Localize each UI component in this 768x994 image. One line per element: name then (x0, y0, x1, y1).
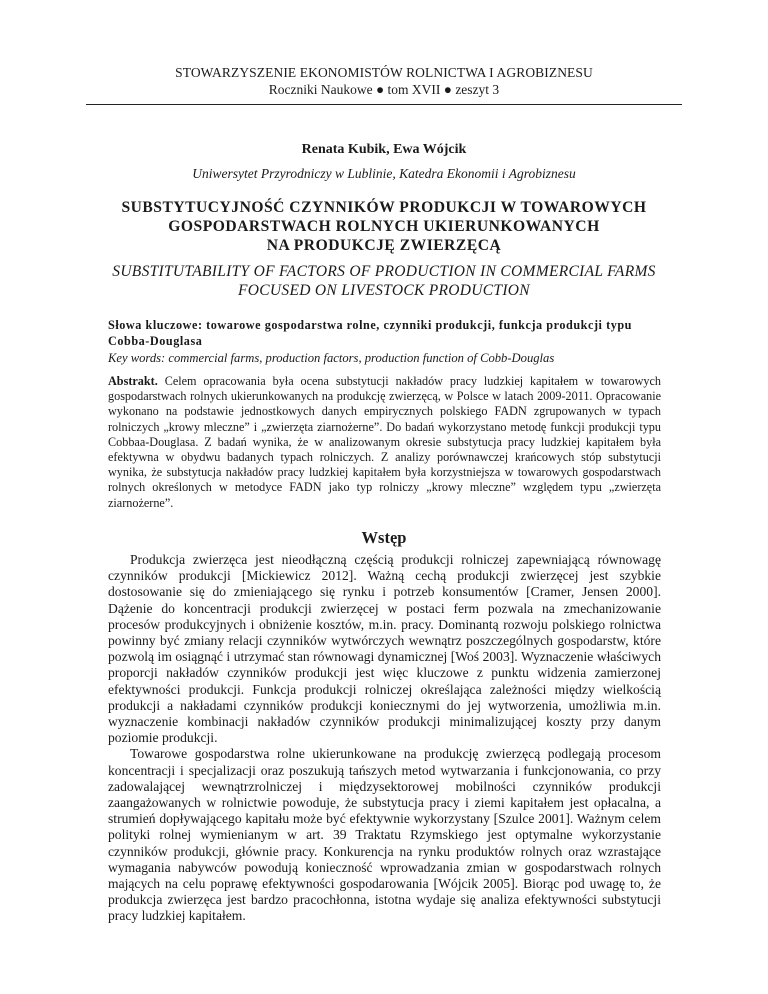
keywords-polish: Słowa kluczowe: towarowe gospodarstwa rolne, czynniki produkcji, funkcja produkcji typu Cobba-Douglasa (108, 318, 632, 348)
organization-name: STOWARZYSZENIE EKONOMISTÓW ROLNICTWA I AGROBIZNESU (175, 65, 593, 80)
title-english (100, 262, 668, 300)
abstract-label: Abstrakt. (108, 374, 158, 388)
header-rule (86, 104, 682, 105)
title-polish (100, 198, 668, 255)
authors: Renata Kubik, Ewa Wójcik (301, 142, 467, 157)
journal-header (86, 64, 682, 105)
abstract (108, 374, 661, 511)
section-body (108, 552, 661, 925)
paragraph: Towarowe gospodarstwa rolne ukierunkowane na produkcję zwierzęcą podlegają procesom koncentracji i specjalizacji oraz poszukują tańszych metod wytwarzania i funkcjonowania, co przy zadowalającej wewnątrzrolniczej i międzysektorowej mobilności czynników produkcji zaangażowanych w rolnictwie powoduje, że substytucja pracy i ziemi kapitałem jest opłacalna, a strumień dopływającego kapitału może być efektywnie wykorzystany [Szulce 2001]. Ważnym celem polityki rolnej wymienianym w art. 39 Traktatu Rzymskiego jest optymalne wykorzystanie czynników produkcji, głównie pracy. Konkurencja na rynku produktów rolnych oraz wzrastające wymagania nabywców powodują konieczność wprowadzania zmian w gospodarstwach rolnych mających na celu poprawę efektywności gospodarowania [Wójcik 2005]. Biorąc pod uwagę to, że produkcja zwierzęca jest bardzo pracochłonna, istotna wydaje się analiza efektywności substytucji pracy ludzkiej kapitałem. (108, 746, 661, 924)
title-english-line: SUBSTITUTABILITY OF FACTORS OF PRODUCTION IN COMMERCIAL FARMS (112, 263, 656, 280)
title-polish-line: GOSPODARSTWACH ROLNYCH UKIERUNKOWANYCH (168, 218, 600, 235)
affiliation: Uniwersytet Przyrodniczy w Lublinie, Katedra Ekonomii i Agrobiznesu (192, 166, 576, 181)
title-polish-line: NA PRODUKCJĘ ZWIERZĘCĄ (266, 237, 502, 254)
abstract-text: Celem opracowania była ocena substytucji nakładów pracy ludzkiej kapitałem w towarowych gospodarstwach rolnych ukierunkowanych na produkcję zwierzęcą, w Polsce w latach 2009-2011. Opracowanie wykonano na podstawie jednostkowych danych empirycznych polskiego FADN zgrupowanych w typach rolniczych „krowy mleczne” i „zwierzęta ziarnożerne”. Do badań wykorzystano metodę funkcji produkcji typu Cobbaa-Douglasa. Z badań wynika, że w analizowanym okresie substytucja pracy ludzkiej kapitałem była efektywna w obydwu badanych typach rolniczych. Z analizy porównawczej krańcowych stóp substytucji wynika, że substytucja nakładów pracy ludzkiej kapitałem była korzystniejsza w towarowych gospodarstwach rolnych określonych w metodyce FADN jako typ rolniczy „krowy mleczne” względem typu „zwierzęta ziarnożerne”. (108, 374, 661, 510)
keywords-english: Key words: commercial farms, production factors, production function of Cobb-Douglas (108, 351, 555, 365)
title-polish-line: SUBSTYTUCYJNOŚĆ CZYNNIKÓW PRODUKCJI W TOWAROWYCH (121, 199, 647, 216)
journal-series: Roczniki Naukowe ● tom XVII ● zeszyt 3 (268, 82, 500, 97)
paragraph: Produkcja zwierzęca jest nieodłączną częścią produkcji rolniczej zapewniającą równowagę czynników produkcji [Mickiewicz 2012]. Ważną cechą produkcji zwierzęcej jest szybkie dostosowanie się do zmieniającego się rynku i potrzeb konsumentów [Cramer, Jensen 2000]. Dążenie do koncentracji produkcji zwierzęcej w postaci ferm pozwala na zmechanizowanie procesów produkcyjnych i obniżenie kosztów, m.in. pracy. Dominantą rozwoju polskiego rolnictwa powinny być zmiany relacji czynników wytwórczych wewnątrz poszczególnych gospodarstw, które pozwolą im osiągnąć i utrzymać stan równowagi dynamicznej [Woś 2003]. Wyznaczenie właściwych proporcji nakładów czynników produkcji jest więc kluczowe z punktu widzenia zamierzonej efektywności produkcji. Funkcja produkcji rolniczej określająca zależności między wielkością produkcji a nakładami czynników produkcji koniecznymi do jej wytworzenia, umożliwia m.in. wyznaczenie kombinacji nakładów czynników produkcji minimalizującej koszty przy danym poziomie produkcji. (108, 552, 661, 746)
title-english-line: FOCUSED ON LIVESTOCK PRODUCTION (238, 282, 530, 299)
section-heading: Wstęp (361, 528, 407, 547)
